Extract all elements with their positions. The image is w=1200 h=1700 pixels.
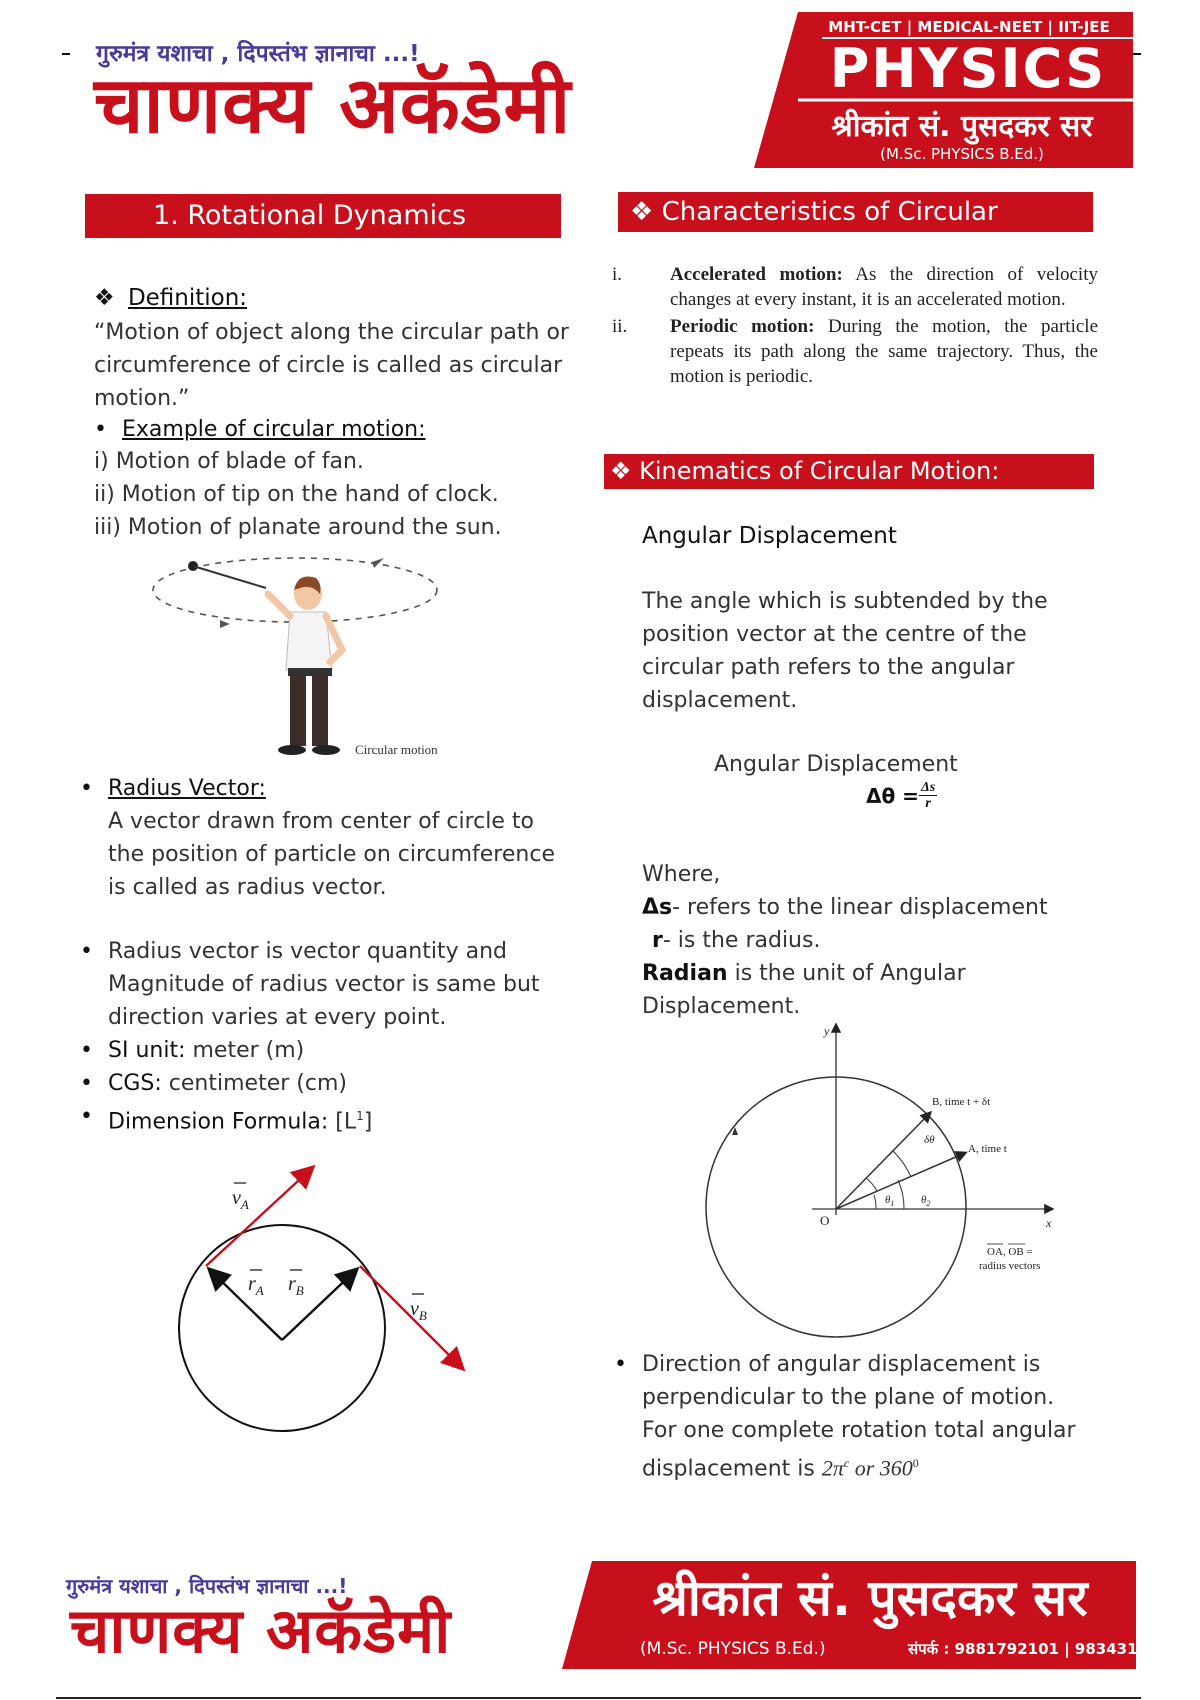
axis-x-label: x — [1046, 1216, 1052, 1230]
footer-contact: संपर्क : 9881792101 | 9834315869 — [908, 1640, 1180, 1658]
radius-heading: Radius Vector: — [108, 776, 266, 801]
cgs-unit-item — [72, 1067, 552, 1100]
characteristic-text: As the direction of velocity changes at every instant, it is an accelerated motion. — [670, 264, 1098, 310]
theta1-label: $\theta_1$ — [885, 1194, 895, 1208]
circular-motion-caption: Circular motion — [355, 742, 438, 757]
characteristic-item — [612, 262, 1098, 312]
radius-vectors-label: OA, OB = — [987, 1246, 1033, 1258]
angular-displacement-figure — [700, 1015, 1080, 1355]
r-text: - is the radius. — [662, 928, 821, 953]
dimension-value: [L — [328, 1109, 357, 1135]
circular-motion-figure — [140, 550, 470, 765]
formula-lhs: Δθ = — [866, 783, 919, 808]
example-item: iii) Motion of planate around the sun. — [94, 515, 502, 540]
header-rule-right — [1133, 53, 1141, 55]
header-qualification: (M.Sc. PHYSICS B.Ed.) — [880, 145, 1044, 163]
characteristic-body — [670, 314, 1098, 389]
example-item: ii) Motion of tip on the hand of clock. — [94, 482, 499, 507]
point-b-label: B, time t + δt — [932, 1096, 991, 1108]
radian-word: Radian — [642, 961, 728, 986]
direction-list — [606, 1348, 1086, 1485]
angular-displacement-text: The angle which is subtended by the position vector at the centre of the circular path refers to the angular displacement. — [642, 589, 1048, 713]
formula-denominator: r — [925, 796, 931, 811]
definition-heading-text: Definition: — [127, 285, 248, 311]
header-exams: MHT-CET | MEDICAL-NEET | IIT-JEE — [828, 18, 1110, 36]
formula-fraction — [919, 780, 937, 811]
rotation-text: For one complete rotation total angular displacement is — [642, 1418, 1076, 1482]
header-tagline: गुरुमंत्र यशाचा , दिपस्तंभ ज्ञानाचा ...! — [96, 41, 420, 67]
radius-heading-item — [72, 772, 572, 904]
radius-text: A vector drawn from center of circle to the position of particle on circumference is called as radius vector. — [108, 809, 555, 900]
cgs-unit-value: centimeter (cm) — [161, 1071, 347, 1096]
radian-text: is the unit of Angular Displacement. — [642, 961, 966, 1019]
examples-heading-text: Example of circular motion: — [122, 417, 426, 442]
r-definition — [642, 924, 1112, 957]
header-academy-name: चाणक्य अकॅडेमी — [94, 61, 572, 151]
diamond-icon: ❖ — [94, 285, 115, 311]
direction-item — [606, 1348, 1086, 1485]
characteristics-title-text: ❖ Characteristics of Circular Motion — [630, 197, 998, 267]
point-a-label: A, time t — [968, 1143, 1007, 1155]
footer-teacher: श्रीकांत सं. पुसदकर सर — [652, 1569, 1088, 1627]
label-rb: $r_B$ — [288, 1273, 304, 1298]
header — [0, 0, 1200, 180]
footer — [0, 1555, 1200, 1700]
label-va: $v_A$ — [232, 1187, 249, 1212]
left-section-title-text: 1. Rotational Dynamics — [153, 200, 467, 231]
header-rule-left — [62, 53, 70, 55]
si-unit-item — [72, 1034, 552, 1067]
examples-list — [86, 413, 566, 446]
label-vb: $v_B$ — [410, 1298, 427, 1323]
cgs-unit-label: CGS: — [108, 1071, 162, 1096]
ds-text: - refers to the linear displacement — [672, 895, 1048, 920]
axis-y-label: y — [824, 1024, 830, 1038]
dimension-label: Dimension Formula: — [108, 1109, 329, 1135]
footer-rule — [56, 1697, 1141, 1699]
characteristics-title — [618, 192, 1093, 267]
characteristic-item — [612, 314, 1098, 389]
where-label: Where, — [642, 862, 721, 887]
dimension-exponent: 1 — [356, 1109, 364, 1123]
velocity-vectors-figure — [160, 1160, 480, 1470]
rotation-value: 2π — [821, 1455, 844, 1481]
footer-qualification: (M.Sc. PHYSICS B.Ed.) — [640, 1639, 826, 1659]
characteristic-number: i. — [612, 264, 623, 285]
characteristic-text: During the motion, the particle repeats its path along the same trajectory. Thus, the motion is periodic. — [670, 316, 1098, 387]
characteristic-bold: Periodic motion: — [670, 316, 815, 337]
characteristic-bold: Accelerated motion: — [670, 264, 843, 285]
characteristic-number: ii. — [612, 316, 628, 337]
si-unit-value: meter (m) — [185, 1038, 305, 1063]
radius-vectors-label-2: radius vectors — [979, 1260, 1041, 1272]
r-symbol: r — [652, 928, 663, 953]
formula-numerator: Δs — [920, 780, 936, 795]
ds-definition — [642, 891, 1112, 924]
radius-properties-list — [72, 935, 552, 1138]
header-subject: PHYSICS — [829, 37, 1107, 100]
angular-displacement-heading: Angular Displacement — [642, 523, 897, 549]
footer-tagline: गुरुमंत्र यशाचा , दिपस्तंभ ज्ञानाचा ...! — [66, 1574, 348, 1598]
radian-definition — [642, 957, 1112, 1023]
origin-label: O — [820, 1213, 830, 1228]
si-unit-label: SI unit: — [108, 1038, 186, 1063]
dimension-item — [72, 1100, 552, 1138]
characteristics-list — [612, 262, 1098, 389]
kinematics-title — [604, 454, 1094, 489]
dimension-close: ] — [363, 1109, 373, 1135]
label-ra: $r_A$ — [248, 1273, 264, 1298]
definition-heading — [94, 282, 574, 315]
definition-text: “Motion of object along the circular path or circumference of circle is called as circular motion.” — [94, 320, 569, 411]
rotation-sup: c — [843, 1456, 850, 1470]
left-section-title — [85, 194, 561, 238]
radius-quantity-item: • Radius vector is vector quantity and Magnitude of radius vector is same but direction varies at every point. — [72, 935, 552, 1034]
example-item: i) Motion of blade of fan. — [94, 449, 364, 474]
examples-items — [94, 445, 574, 544]
direction-text: Direction of angular displacement is perpendicular to the plane of motion. — [642, 1352, 1055, 1410]
delta-theta-label: δθ — [924, 1134, 935, 1146]
rotation-degree: 0 — [912, 1456, 919, 1470]
header-badge — [754, 12, 1133, 168]
radius-vector-list — [72, 772, 572, 904]
theta2-label: $\theta_2$ — [921, 1194, 931, 1208]
header-teacher: श्रीकांत सं. पुसदकर सर — [831, 109, 1093, 144]
examples-heading — [86, 413, 566, 446]
ds-symbol: Δs — [642, 895, 673, 920]
kinematics-title-text: ❖ Kinematics of Circular Motion: — [610, 457, 1000, 485]
characteristic-body — [670, 262, 1098, 312]
formula-label: Angular Displacement — [714, 752, 958, 777]
definition-block — [94, 282, 574, 415]
formula — [866, 780, 937, 811]
where-block — [642, 858, 1112, 1023]
rotation-or: or 360 — [849, 1455, 913, 1481]
footer-academy-name: चाणक्य अकॅडेमी — [70, 1594, 452, 1667]
